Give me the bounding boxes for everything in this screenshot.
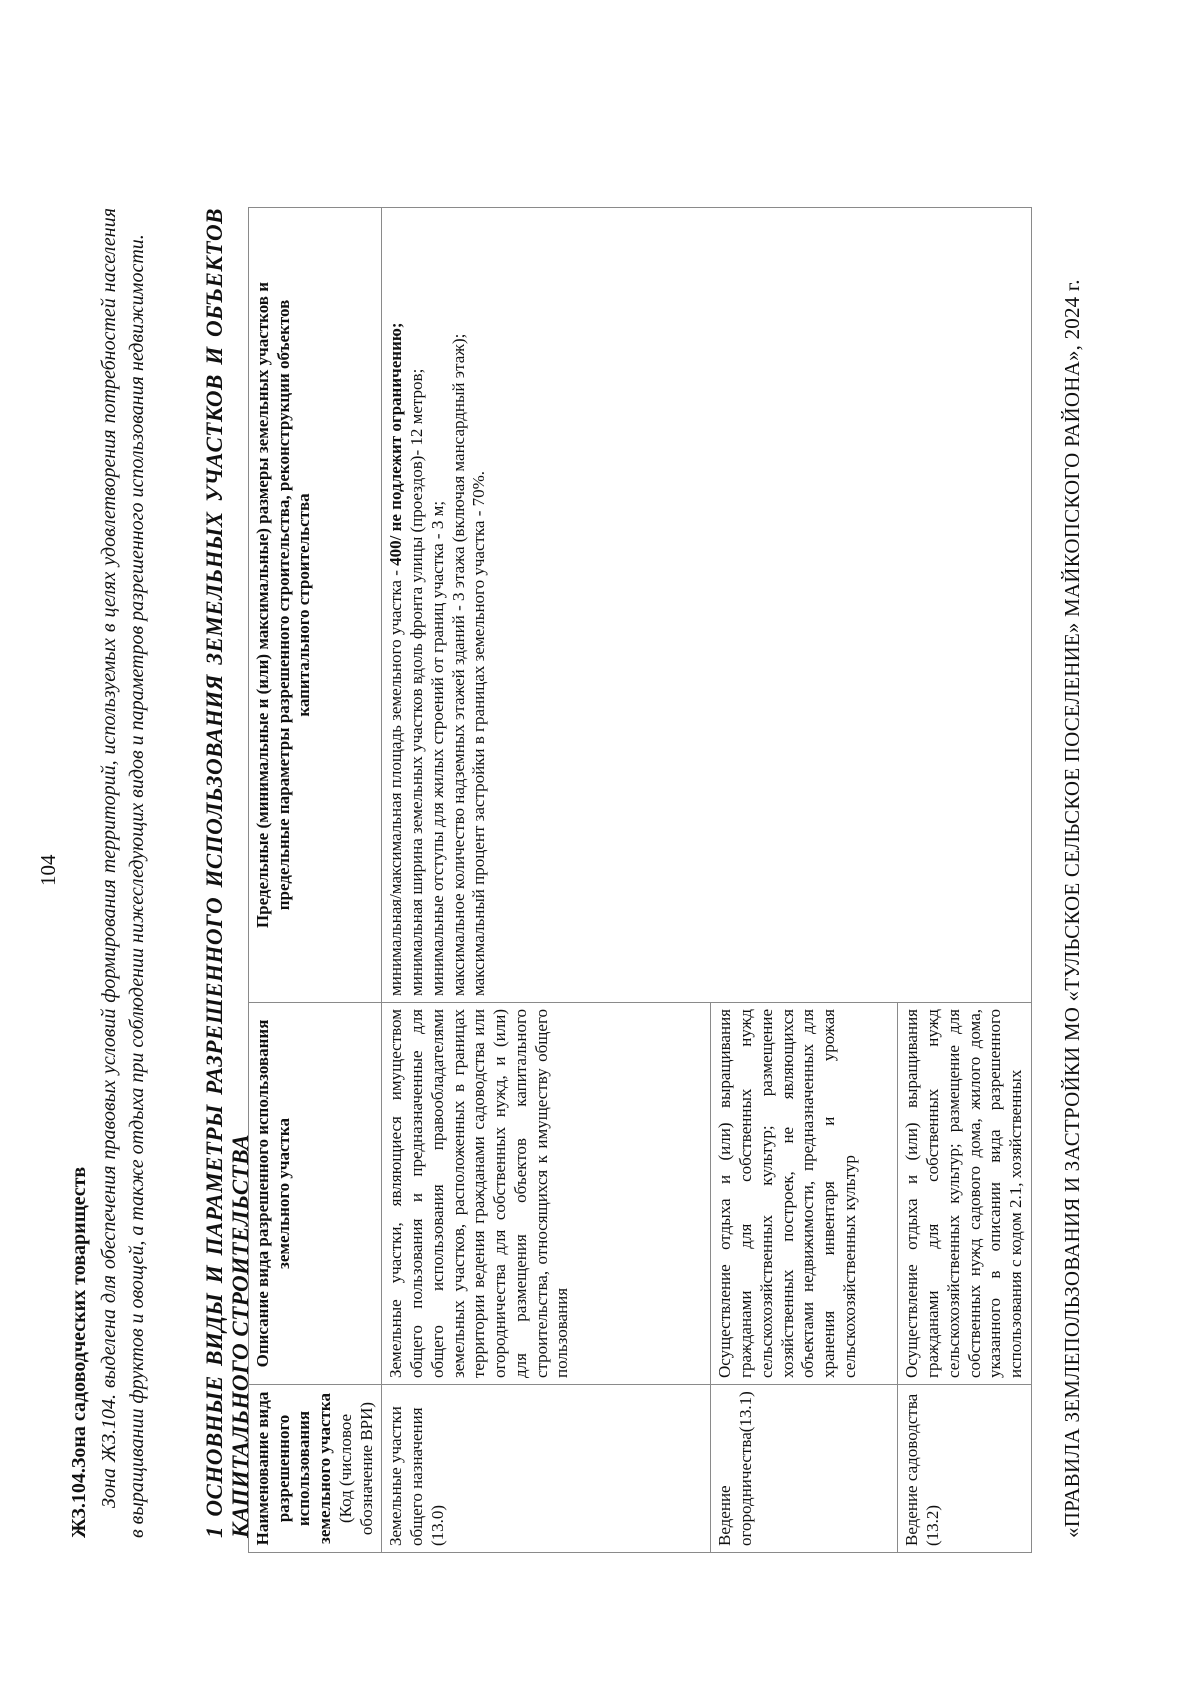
header-use-name: [249, 1385, 382, 1553]
rotated-page: [30, 78, 1140, 1658]
section-heading: 1 ОСНОВНЫЕ ВИДЫ И ПАРАМЕТРЫ РАЗРЕШЕННОГО ИСПОЛЬЗОВАНИЯ ЗЕМЕЛЬНЫХ УЧАСТКОВ И ОБЪЕКТОВ КАПИТАЛЬНОГО СТРОИТЕЛЬСТВА: [202, 208, 253, 1538]
zone-description: Зона ЖЗ.104. выделена для обеспечения правовых условий формирования территорий, используемых в целях удовлетворения потребностей населения в выращивании фруктов и овощей, а также отдыха при соблюдении нижеследующих видов и параметров разрешенного использования недвижимости.: [98, 208, 148, 1538]
use-name-cell: Ведение садоводства (13.2): [898, 1385, 1031, 1553]
permitted-use-table: [248, 207, 1032, 1553]
use-description-cell: Земельные участки, являющиеся имуществом общего пользования и предназначенные для общего использования правообладателями земельных участков, расположенных в границах территории ведения гражданами садоводства или огородничества для собственных нужд, и (или) для размещения объектов капитального строительства, относящихся к имуществу общего пользования: [382, 1003, 711, 1385]
document-footer: «ПРАВИЛА ЗЕМЛЕПОЛЬЗОВАНИЯ И ЗАСТРОЙКИ МО «ТУЛЬСКОЕ СЕЛЬСКОЕ ПОСЕЛЕНИЕ» МАЙКОПСКОГО РАЙОНА», 2024 г.: [1060, 279, 1084, 1538]
use-name-cell: Ведение огородничества(13.1): [711, 1385, 898, 1553]
param-area-text: минимальная/максимальная площадь земельного участка -: [386, 565, 406, 996]
limits-cell: [382, 208, 1031, 1003]
table-row: [382, 208, 711, 1553]
param-floors: максимальное количество надземных этажей зданий - 3 этажа (включая мансардный этаж);: [448, 333, 468, 996]
param-coverage: максимальный процент застройки в границах земельного участка - 70%.: [469, 470, 489, 996]
param-setback: минимальные отступы для жилых строений от границ участка - 3 м;: [427, 500, 447, 996]
use-description-cell: Осуществление отдыха и (или) выращивания гражданами для собственных нужд сельскохозяйственных культур; размещение для собственных нужд садового дома, жилого дома, указанного в описании вида разрешенного использования с кодом 2.1, хозяйственных: [898, 1003, 1031, 1385]
use-name-cell: Земельные участки общего назначения (13.0): [382, 1385, 711, 1553]
header-use-code-text: (Код (числовое обозначение ВРИ): [335, 1401, 376, 1536]
use-description-cell: Осуществление отдыха и (или) выращивания гражданами для собственных нужд сельскохозяйственных культур; размещение хозяйственных построек, не являющихся объектами недвижимости, предназначенных для хранения инвентаря и урожая сельскохозяйственных культур: [711, 1003, 898, 1385]
table-header-row: [249, 208, 382, 1553]
zone-title: ЖЗ.104.Зона садоводческих товариществ: [68, 1166, 90, 1538]
param-area: [386, 214, 407, 996]
page-number: 104: [36, 854, 60, 886]
param-area-value: 400/ не подлежит ограничению;: [386, 322, 406, 566]
param-width: минимальная ширина земельных участков вдоль фронта улицы (проездов)- 12 метров;: [407, 368, 427, 996]
header-use-name-text: Наименование вида разрешенного использования земельного участка: [253, 1391, 335, 1546]
header-use-description: Описание вида разрешенного использования земельного участка: [249, 1003, 382, 1385]
header-limits: Предельные (минимальные и (или) максимальные) размеры земельных участков и предельные параметры разрешенного строительства, реконструкции объектов капитального строительства: [249, 208, 382, 1003]
